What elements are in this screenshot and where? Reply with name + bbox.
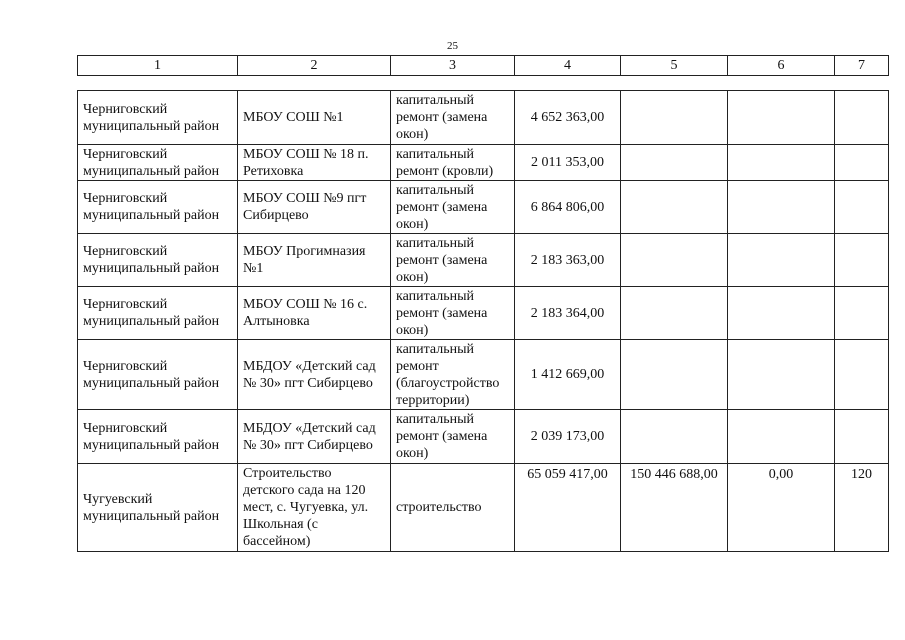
district-cell: Черниговский муниципальный район [78, 181, 238, 234]
amount-cell: 65 059 417,00 [515, 464, 621, 552]
work-type-cell: капитальный ремонт (кровли) [391, 145, 515, 181]
table-row [78, 234, 889, 287]
table-row [78, 340, 889, 410]
data-table [77, 90, 889, 552]
table-row [78, 181, 889, 234]
district-cell: Черниговский муниципальный район [78, 410, 238, 464]
column-number: 6 [728, 56, 835, 76]
work-type-cell: капитальный ремонт (благоустройство территории) [391, 340, 515, 410]
amount-cell: 1 412 669,00 [515, 340, 621, 410]
count-cell [835, 287, 889, 340]
amount-cell [728, 287, 835, 340]
page-number: 25 [447, 40, 458, 52]
district-cell: Чугуевский муниципальный район [78, 464, 238, 552]
district-cell: Черниговский муниципальный район [78, 145, 238, 181]
table-row [78, 91, 889, 145]
amount-cell [621, 234, 728, 287]
amount-cell: 2 011 353,00 [515, 145, 621, 181]
work-type-cell: капитальный ремонт (замена окон) [391, 287, 515, 340]
column-number-header [77, 55, 889, 76]
amount-cell [621, 410, 728, 464]
header-row [78, 56, 889, 76]
column-number: 5 [621, 56, 728, 76]
count-cell [835, 91, 889, 145]
work-type-cell: капитальный ремонт (замена окон) [391, 181, 515, 234]
count-cell [835, 145, 889, 181]
column-number: 3 [391, 56, 515, 76]
object-cell: МБОУ СОШ №9 пгт Сибирцево [238, 181, 391, 234]
work-type-cell: строительство [391, 464, 515, 552]
work-type-cell: капитальный ремонт (замена окон) [391, 410, 515, 464]
count-cell: 120 [835, 464, 889, 552]
amount-cell [621, 181, 728, 234]
amount-cell: 150 446 688,00 [621, 464, 728, 552]
amount-cell [728, 181, 835, 234]
amount-cell: 4 652 363,00 [515, 91, 621, 145]
district-cell: Черниговский муниципальный район [78, 234, 238, 287]
column-number: 7 [835, 56, 889, 76]
count-cell [835, 410, 889, 464]
count-cell [835, 234, 889, 287]
amount-cell [728, 410, 835, 464]
count-cell [835, 340, 889, 410]
amount-cell [621, 145, 728, 181]
table-row [78, 464, 889, 552]
amount-cell [621, 91, 728, 145]
work-type-cell: капитальный ремонт (замена окон) [391, 91, 515, 145]
district-cell: Черниговский муниципальный район [78, 287, 238, 340]
amount-cell [621, 340, 728, 410]
object-cell: МБДОУ «Детский сад № 30» пгт Сибирцево [238, 410, 391, 464]
amount-cell [728, 145, 835, 181]
amount-cell: 2 039 173,00 [515, 410, 621, 464]
count-cell [835, 181, 889, 234]
object-cell: Строительство детского сада на 120 мест, с. Чугуевка, ул. Школьная (с бассейном) [238, 464, 391, 552]
object-cell: МБОУ СОШ № 18 п. Ретиховка [238, 145, 391, 181]
object-cell: МБОУ СОШ №1 [238, 91, 391, 145]
amount-cell [728, 340, 835, 410]
amount-cell [728, 234, 835, 287]
column-number: 2 [238, 56, 391, 76]
object-cell: МБОУ Прогимназия №1 [238, 234, 391, 287]
object-cell: МБОУ СОШ № 16 с. Алтыновка [238, 287, 391, 340]
column-number: 1 [78, 56, 238, 76]
amount-cell: 2 183 363,00 [515, 234, 621, 287]
column-number: 4 [515, 56, 621, 76]
amount-cell: 0,00 [728, 464, 835, 552]
district-cell: Черниговский муниципальный район [78, 91, 238, 145]
table-row [78, 287, 889, 340]
work-type-cell: капитальный ремонт (замена окон) [391, 234, 515, 287]
district-cell: Черниговский муниципальный район [78, 340, 238, 410]
amount-cell [621, 287, 728, 340]
amount-cell: 2 183 364,00 [515, 287, 621, 340]
amount-cell: 6 864 806,00 [515, 181, 621, 234]
object-cell: МБДОУ «Детский сад № 30» пгт Сибирцево [238, 340, 391, 410]
amount-cell [728, 91, 835, 145]
table-row [78, 410, 889, 464]
table-row [78, 145, 889, 181]
